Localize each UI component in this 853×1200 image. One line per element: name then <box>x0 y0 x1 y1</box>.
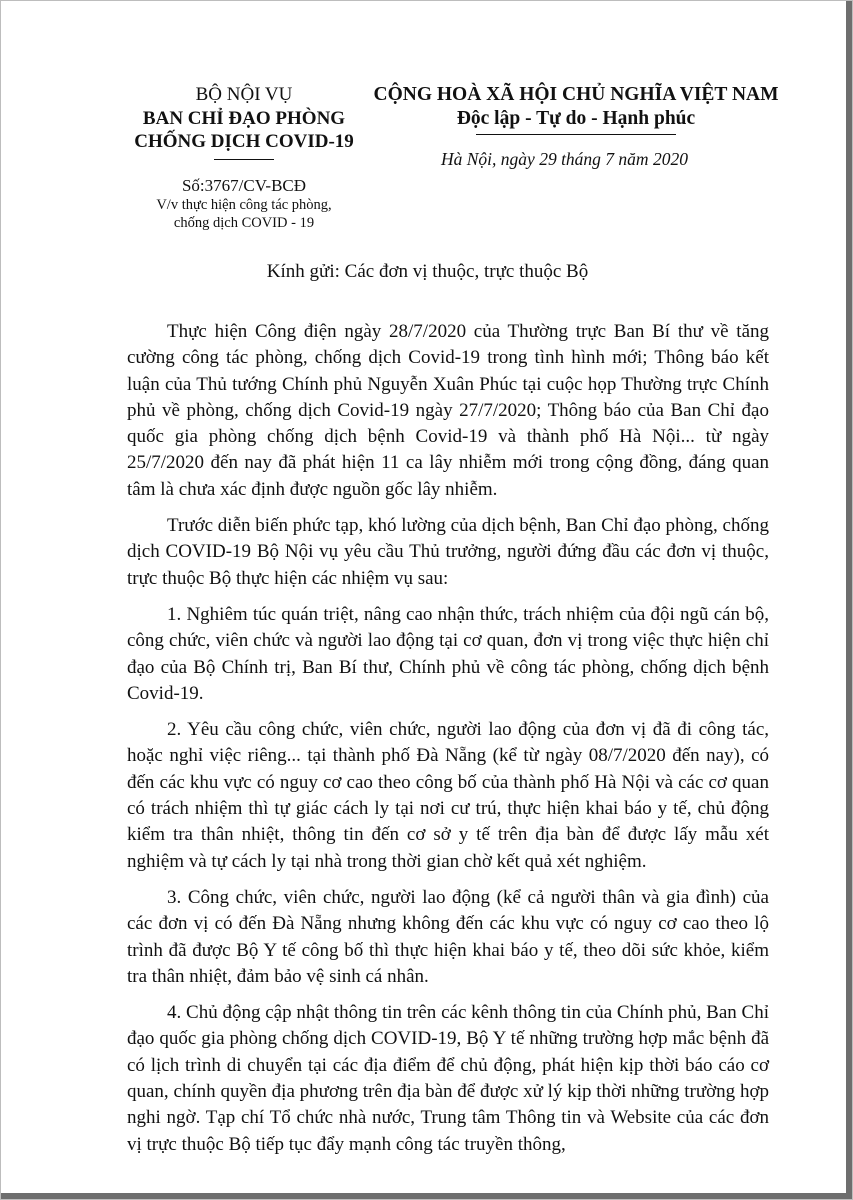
national-header <box>371 83 781 135</box>
paragraph-item-1: 1. Nghiêm túc quán triệt, nâng cao nhận thức, trách nhiệm của đội ngũ cán bộ, công chức, viên chức và người lao động tại cơ quan, đơn vị trong việc thực hiện chỉ đạo của Bộ Chính trị, Ban Bí thư, Chính phủ về công tác phòng, chống dịch bệnh Covid-19. <box>127 603 769 704</box>
committee-name-line2: CHỐNG DỊCH COVID-19 <box>134 131 354 152</box>
subject-line1: V/v thực hiện công tác phòng, <box>156 197 332 213</box>
nation-title: CỘNG HOÀ XÃ HỘI CHỦ NGHĨA VIỆT NAM <box>373 84 779 105</box>
paragraph-item-3: 3. Công chức, viên chức, người lao động (kể cả người thân và gia đình) của các đơn vị có đến Đà Nẵng nhưng không đến các khu vực có nguy cơ cao theo lộ trình đã được Bộ Y tế công bố thì thực hiện khai báo y tế, theo dõi sức khỏe, kiểm tra thân nhiệt, đảm bảo vệ sinh cá nhân. <box>127 886 769 987</box>
paragraph-item-4: 4. Chủ động cập nhật thông tin trên các kênh thông tin của Chính phủ, Ban Chỉ đạo quốc gia phòng chống dịch COVID-19, Bộ Y tế những trường hợp mắc bệnh đã có lịch trình di chuyển tại các địa điểm để chủ động, phát hiện kịp thời báo cáo cơ quan, chính quyền địa phương trên địa bàn để được xử lý kịp thời những trường hợp nghi ngờ. Tạp chí Tổ chức nhà nước, Trung tâm Thông tin và Website của các đơn vị trực thuộc Bộ tiếp tục đẩy mạnh công tác truyền thông, <box>127 1002 769 1155</box>
issuer-underline <box>214 159 274 160</box>
paragraph-intro: Thực hiện Công điện ngày 28/7/2020 của Thường trực Ban Bí thư về tăng cường công tác phòng, chống dịch Covid-19 trong tình hình mới; Thông báo kết luận của Thủ tướng Chính phủ Nguyễn Xuân Phúc tại cuộc họp Thường trực Chính phủ về phòng, chống dịch Covid-19 ngày 27/7/2020; Thông báo của Ban Chỉ đạo quốc gia phòng chống dịch bệnh Covid-19 và thành phố Hà Nội... từ ngày 25/7/2020 đến nay đã phát hiện 11 ca lây nhiễm mới trong cộng đồng, đáng quan tâm là chưa xác định được nguồn gốc lây nhiễm. <box>127 321 769 500</box>
national-motto: Độc lập - Tự do - Hạnh phúc <box>456 108 696 129</box>
motto-underline <box>476 134 676 135</box>
paragraph-item-2: 2. Yêu cầu công chức, viên chức, người lao động của đơn vị đã đi công tác, hoặc nghỉ việc riêng... tại thành phố Đà Nẵng (kể từ ngày 08/7/2020 đến nay), có đến các khu vực có nguy cơ cao theo công bố của thành phố Hà Nội và các cơ quan có trách nhiệm thì tự giác cách ly tại nơi cư trú, thực hiện khai báo y tế, chủ động kiểm tra thân nhiệt, thông tin đến cơ sở y tế trên địa bàn để được lấy mẫu xét nghiệm và tự cách ly tại nhà trong thời gian chờ kết quả xét nghiệm. <box>127 719 769 872</box>
recipient-line: Kính gửi: Các đơn vị thuộc, trực thuộc Bộ <box>266 261 589 282</box>
ministry-name: BỘ NỘI VỤ <box>195 84 293 105</box>
committee-name-line1: BAN CHỈ ĐẠO PHÒNG <box>142 108 346 129</box>
date-line: Hà Nội, ngày 29 tháng 7 năm 2020 <box>441 149 688 169</box>
document-body <box>127 319 769 1168</box>
document-number: Số:3767/CV-BCĐ <box>181 176 307 195</box>
issuer-block <box>119 83 369 232</box>
subject-line2: chống dịch COVID - 19 <box>173 215 315 231</box>
paragraph-request: Trước diễn biến phức tạp, khó lường của dịch bệnh, Ban Chỉ đạo phòng, chống dịch COVID-19 Bộ Nội vụ yêu cầu Thủ trưởng, người đứng đầu các đơn vị thuộc, trực thuộc Bộ thực hiện các nhiệm vụ sau: <box>127 515 769 589</box>
